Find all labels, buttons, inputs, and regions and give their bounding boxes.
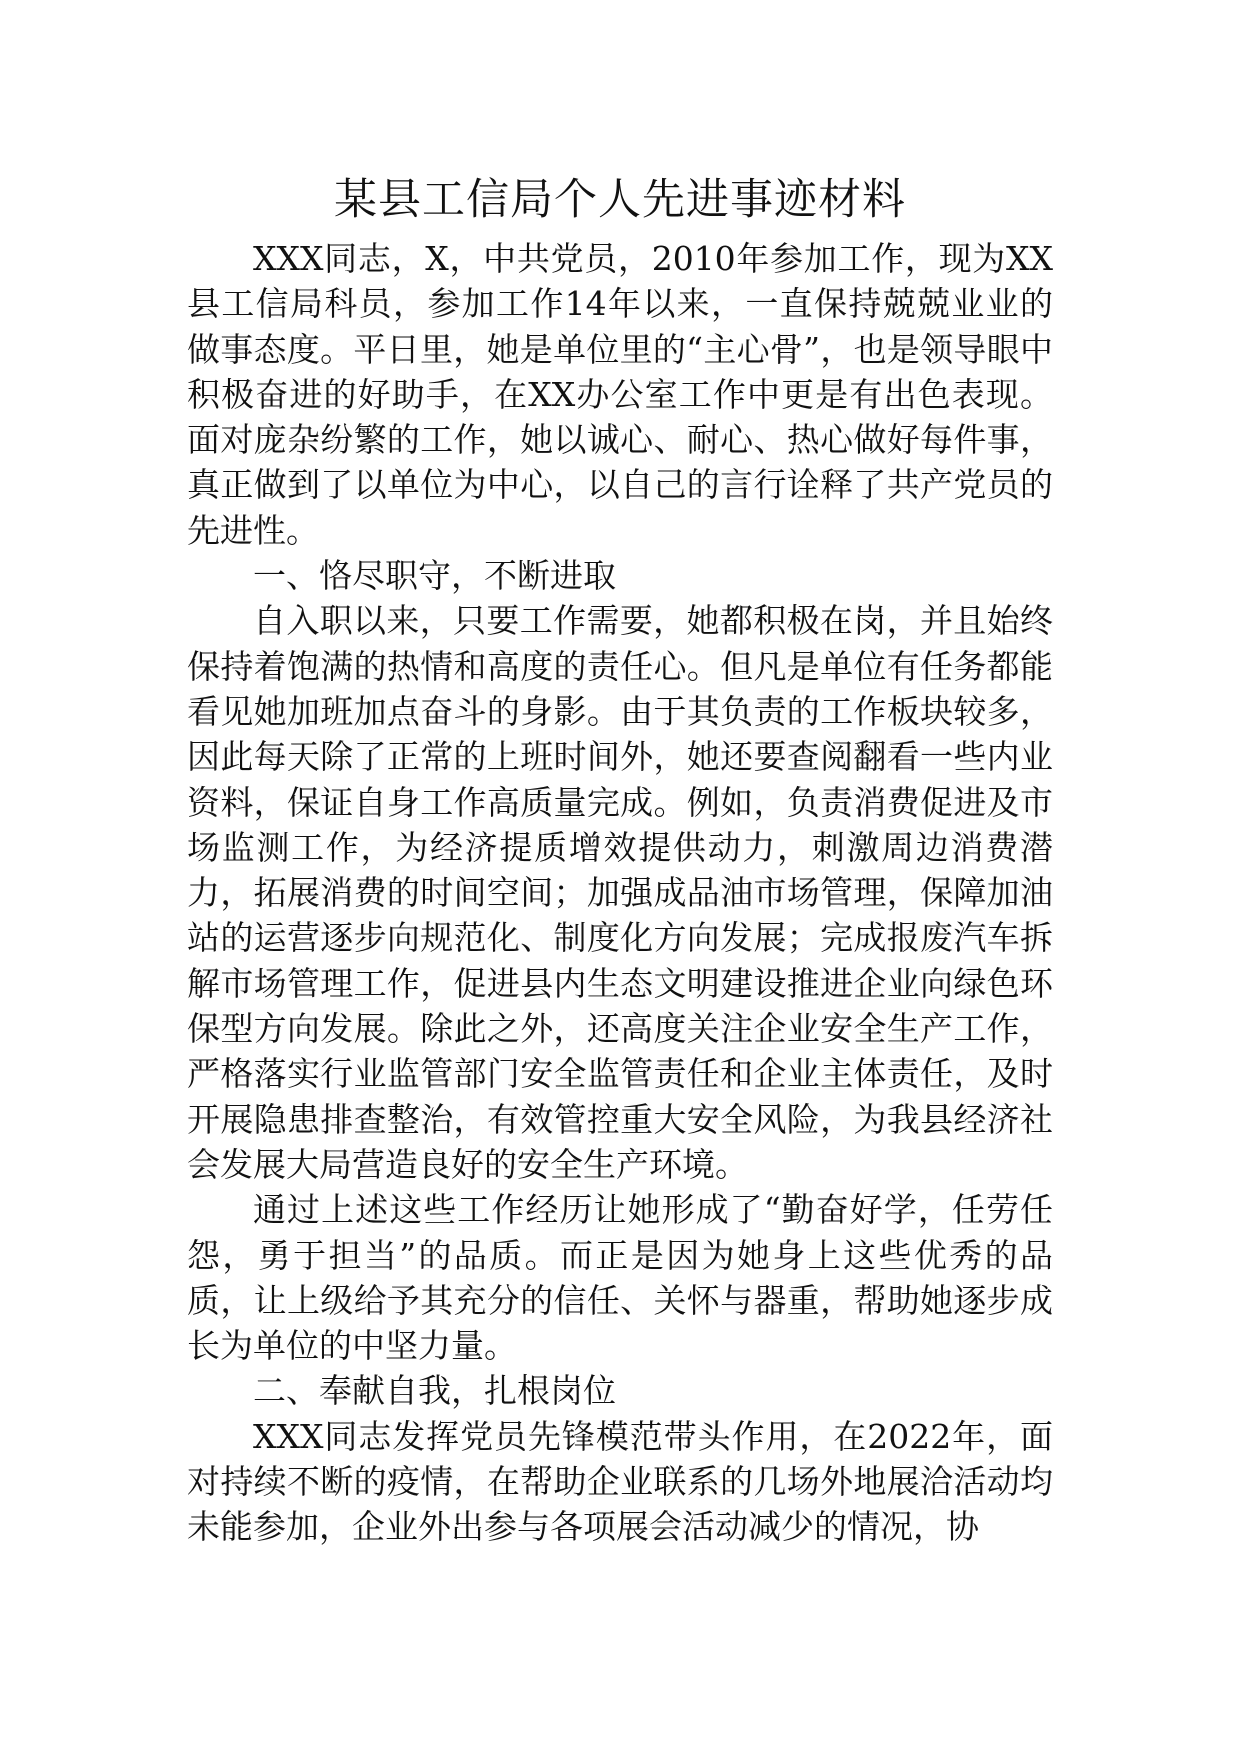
intro-paragraph: XXX同志，X，中共党员，2010年参加工作，现为XX县工信局科员，参加工作14年以来，一直保持兢兢业业的做事态度。平日里，她是单位里的“主心骨”，也是领导眼中积极奋进的好助手，在XX办公室工作中更是有出色表现。面对庞杂纷繁的工作，她以诚心、耐心、热心做好每件事，真正做到了以单位为中心，以自己的言行诠释了共产党员的先进性。: [187, 239, 1053, 550]
section-heading-1: 一、恪尽职守，不断进取: [253, 556, 616, 596]
section-2-paragraph-1: XXX同志发挥党员先锋模范带头作用，在2022年，面对持续不断的疫情，在帮助企业联系的几场外地展洽活动均未能参加，企业外出参与各项展会活动减少的情况，协: [187, 1416, 1053, 1547]
section-1-paragraph-1: 自入职以来，只要工作需要，她都积极在岗，并且始终保持着饱满的热情和高度的责任心。但凡是单位有任务都能看见她加班加点奋斗的身影。由于其负责的工作板块较多，因此每天除了正常的上班时间外，她还要查阅翻看一些内业资料，保证自身工作高质量完成。例如，负责消费促进及市场监测工作，为经济提质增效提供动力，刺激周边消费潜力，拓展消费的时间空间；加强成品油市场管理，保障加油站的运营逐步向规范化、制度化方向发展；完成报废汽车拆解市场管理工作，促进县内生态文明建设推进企业向绿色环保型方向发展。除此之外，还高度关注企业安全生产工作，严格落实行业监管部门安全监管责任和企业主体责任，及时开展隐患排查整治，有效管控重大安全风险，为我县经济社会发展大局营造良好的安全生产环境。: [187, 601, 1053, 1184]
document-page: [187, 170, 1053, 1550]
section-1-paragraph-2: 通过上述这些工作经历让她形成了“勤奋好学，任劳任怨，勇于担当”的品质。而正是因为她身上这些优秀的品质，让上级给予其充分的信任、关怀与器重，帮助她逐步成长为单位的中坚力量。: [187, 1190, 1053, 1366]
document-title: 某县工信局个人先进事迹材料: [334, 175, 906, 225]
section-heading-2: 二、奉献自我，扎根岗位: [253, 1371, 616, 1411]
